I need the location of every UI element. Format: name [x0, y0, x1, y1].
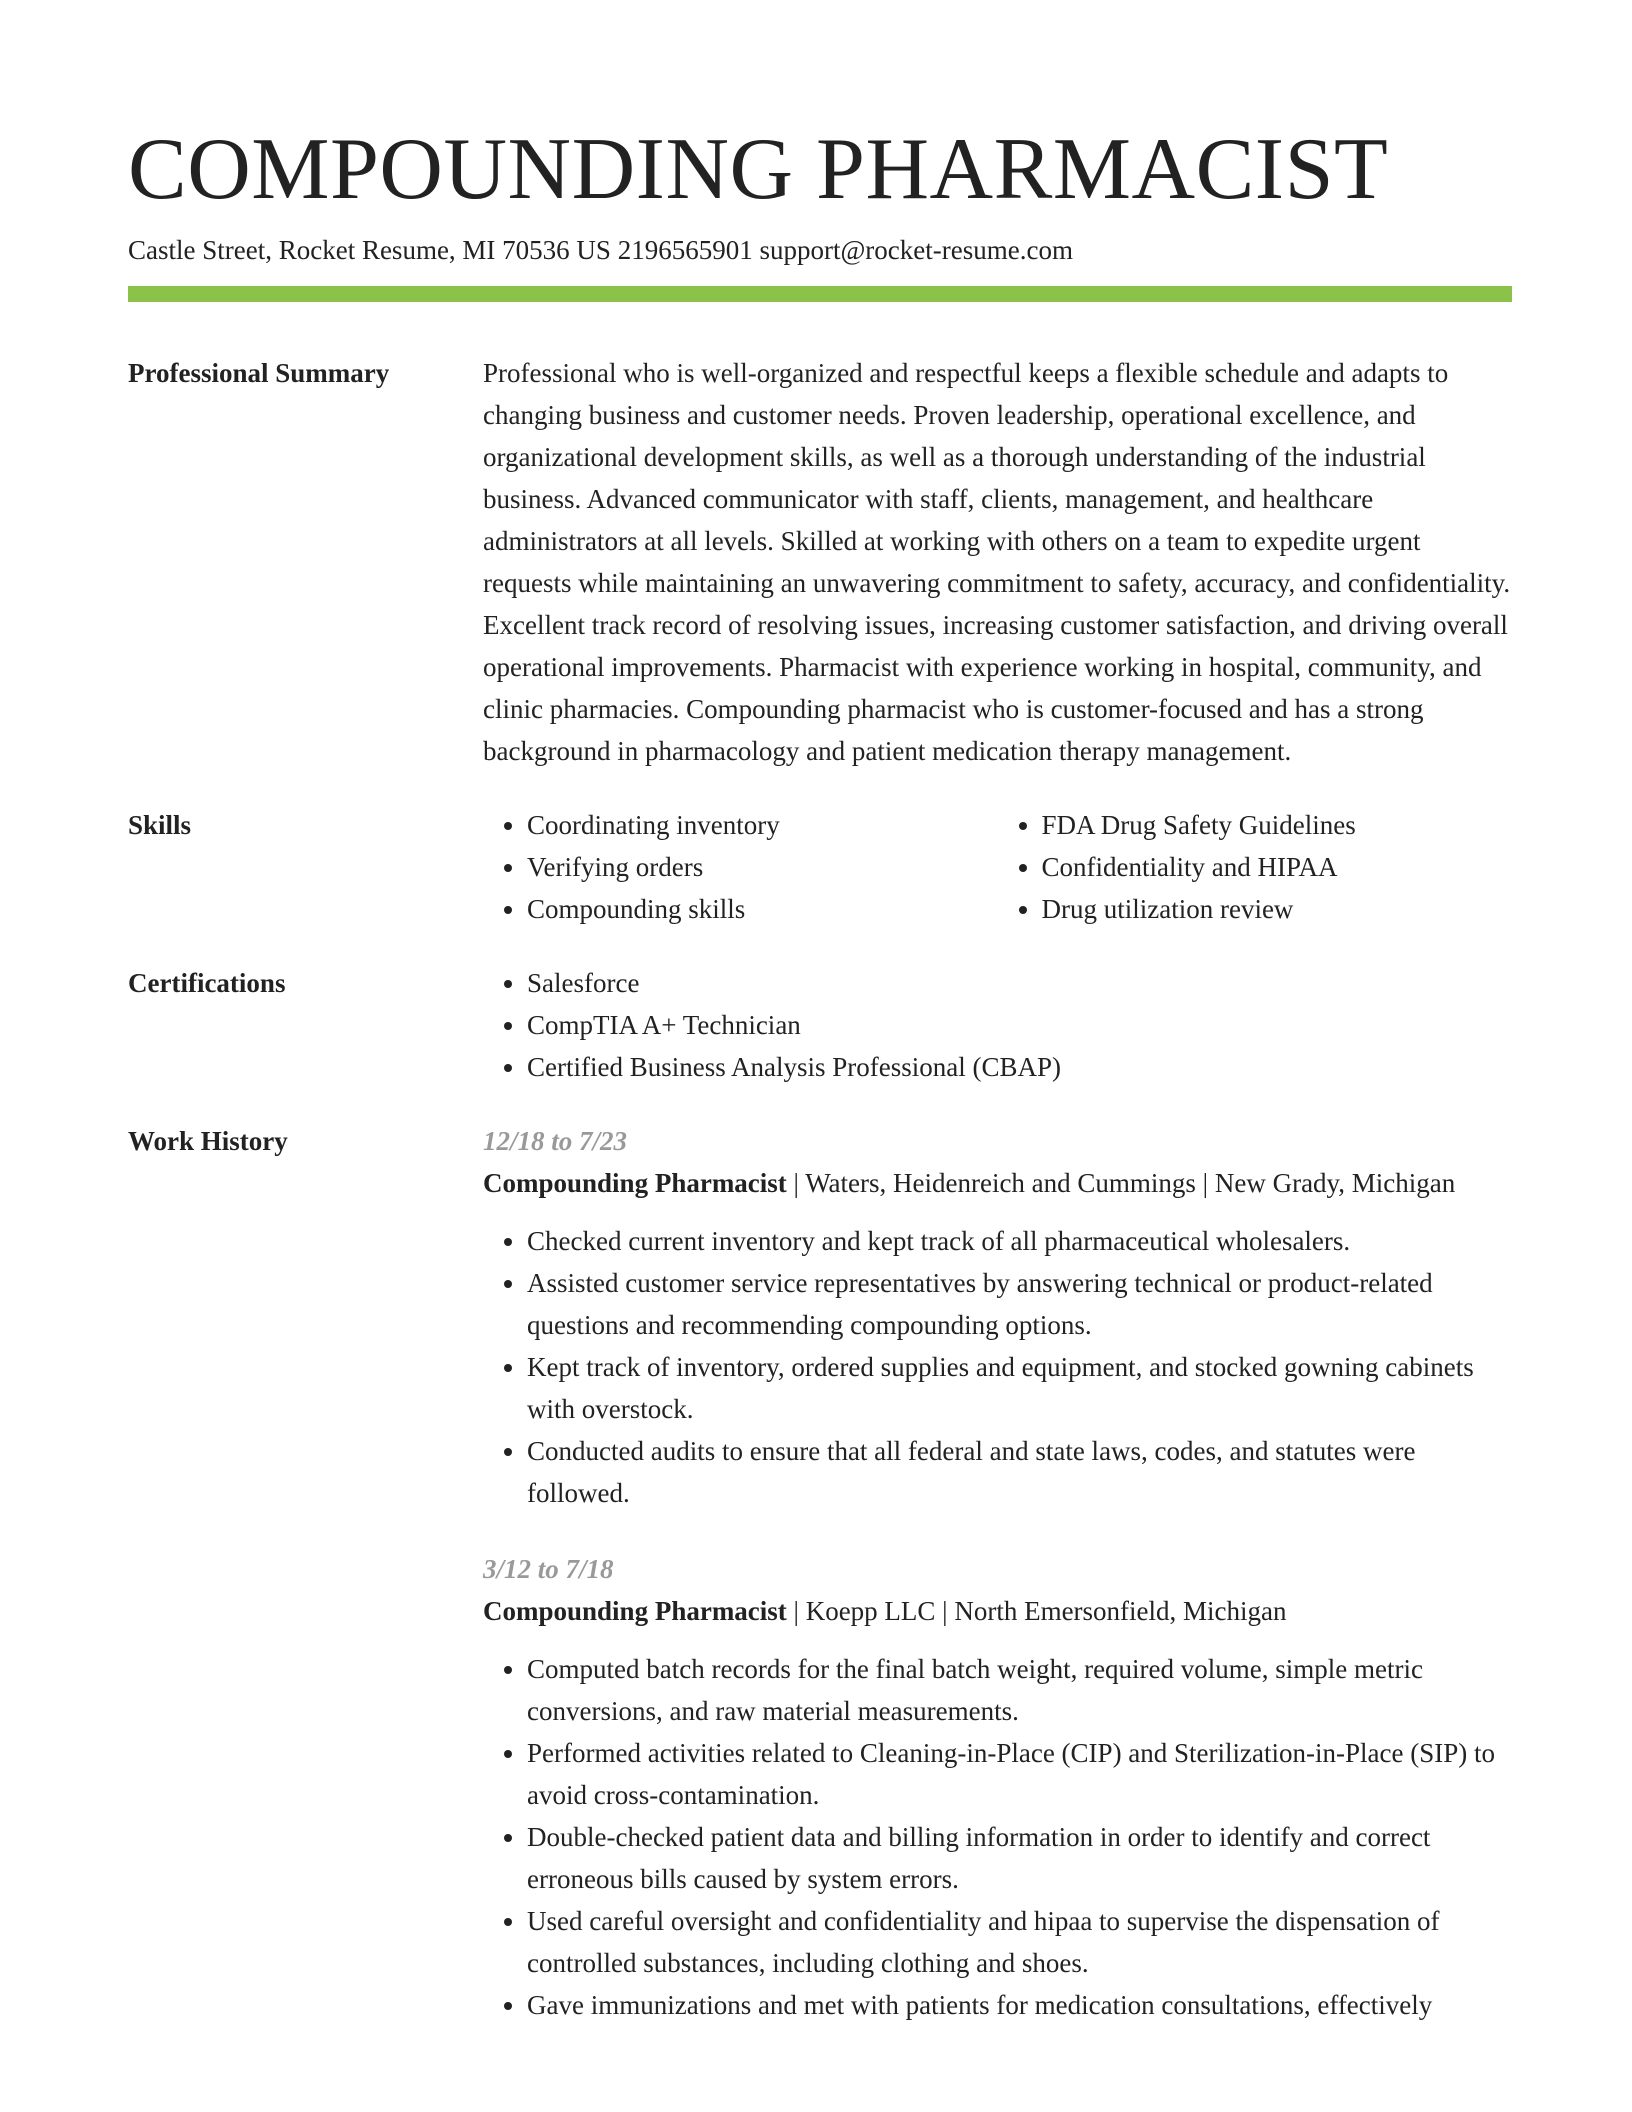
job-heading: [483, 1590, 1512, 1632]
certification-item: • Salesforce: [527, 962, 1512, 1004]
certifications-list: [483, 962, 1512, 1088]
skills-section: [128, 804, 1512, 930]
job-bullets: [483, 1648, 1512, 2026]
job-employer-location: | Waters, Heidenreich and Cummings | New Grady, Michigan: [786, 1168, 1456, 1198]
summary-body: [483, 352, 1512, 772]
work-history-body: [483, 1120, 1512, 2060]
skill-item: • Coordinating inventory: [527, 804, 998, 846]
job-bullets: [483, 1220, 1512, 1514]
job-dates: 3/12 to 7/18: [483, 1554, 614, 1584]
skill-item: • Compounding skills: [527, 888, 998, 930]
job-dates: 12/18 to 7/23: [483, 1126, 628, 1156]
job-bullet: • Computed batch records for the final batch weight, required volume, simple metric conversions, and raw material measurements.: [527, 1648, 1512, 1732]
job-bullet: • Double-checked patient data and billing information in order to identify and correct erroneous bills caused by system errors.: [527, 1816, 1512, 1900]
job-bullet: • Used careful oversight and confidentiality and hipaa to supervise the dispensation of controlled substances, including clothing and shoes.: [527, 1900, 1512, 1984]
work-history-label: Work History: [128, 1126, 288, 1156]
skills-column-right: [998, 804, 1513, 930]
summary-text: Professional who is well-organized and respectful keeps a flexible schedule and adapts to changing business and customer needs. Proven leadership, operational excellence, and organizational development skills, as well as a thorough understanding of the industrial business. Advanced communicator with staff, clients, management, and healthcare administrators at all levels. Skilled at working with others on a team to expedite urgent requests while maintaining an unwavering commitment to safety, accuracy, and confidentiality. Excellent track record of resolving issues, increasing customer satisfaction, and driving overall operational improvements. Pharmacist with experience working in hospital, community, and clinic pharmacies. Compounding pharmacist who is customer-focused and has a strong background in pharmacology and patient medication therapy management.: [483, 358, 1511, 766]
resume-name-heading: COMPOUNDING PHARMACIST: [128, 121, 1389, 218]
job-entry: [483, 1120, 1512, 1514]
accent-divider: [128, 286, 1512, 302]
summary-section: [128, 352, 1512, 772]
skills-column-left: [483, 804, 998, 930]
certifications-section: [128, 962, 1512, 1088]
work-history-section: [128, 1120, 1512, 2060]
skill-item: • Drug utilization review: [1042, 888, 1513, 930]
skill-item: • Verifying orders: [527, 846, 998, 888]
job-title: Compounding Pharmacist: [483, 1168, 787, 1198]
job-bullet: • Assisted customer service representatives by answering technical or product-related questions and recommending compounding options.: [527, 1262, 1512, 1346]
certification-item: • CompTIA A+ Technician: [527, 1004, 1512, 1046]
job-employer-location: | Koepp LLC | North Emersonfield, Michigan: [786, 1596, 1287, 1626]
job-bullet: • Gave immunizations and met with patients for medication consultations, effectively: [527, 1984, 1512, 2026]
certifications-label: Certifications: [128, 968, 286, 998]
job-entry: [483, 1548, 1512, 2026]
contact-line: Castle Street, Rocket Resume, MI 70536 US 2196565901 support@rocket-resume.com: [128, 235, 1073, 265]
resume-page: [128, 118, 1512, 2092]
skill-item: • Confidentiality and HIPAA: [1042, 846, 1513, 888]
certification-item: • Certified Business Analysis Professional (CBAP): [527, 1046, 1512, 1088]
job-bullet: • Kept track of inventory, ordered supplies and equipment, and stocked gowning cabinets with overstock.: [527, 1346, 1512, 1430]
job-bullet: • Checked current inventory and kept track of all pharmaceutical wholesalers.: [527, 1220, 1512, 1262]
skill-item: • FDA Drug Safety Guidelines: [1042, 804, 1513, 846]
summary-label: Professional Summary: [128, 358, 390, 388]
job-bullet: • Conducted audits to ensure that all federal and state laws, codes, and statutes were followed.: [527, 1430, 1512, 1514]
job-heading: [483, 1162, 1512, 1204]
job-bullet: • Performed activities related to Cleaning-in-Place (CIP) and Sterilization-in-Place (SIP) to avoid cross-contamination.: [527, 1732, 1512, 1816]
skills-list: [483, 804, 1512, 930]
skills-label: Skills: [128, 810, 192, 840]
certifications-body: [483, 962, 1512, 1088]
job-title: Compounding Pharmacist: [483, 1596, 787, 1626]
